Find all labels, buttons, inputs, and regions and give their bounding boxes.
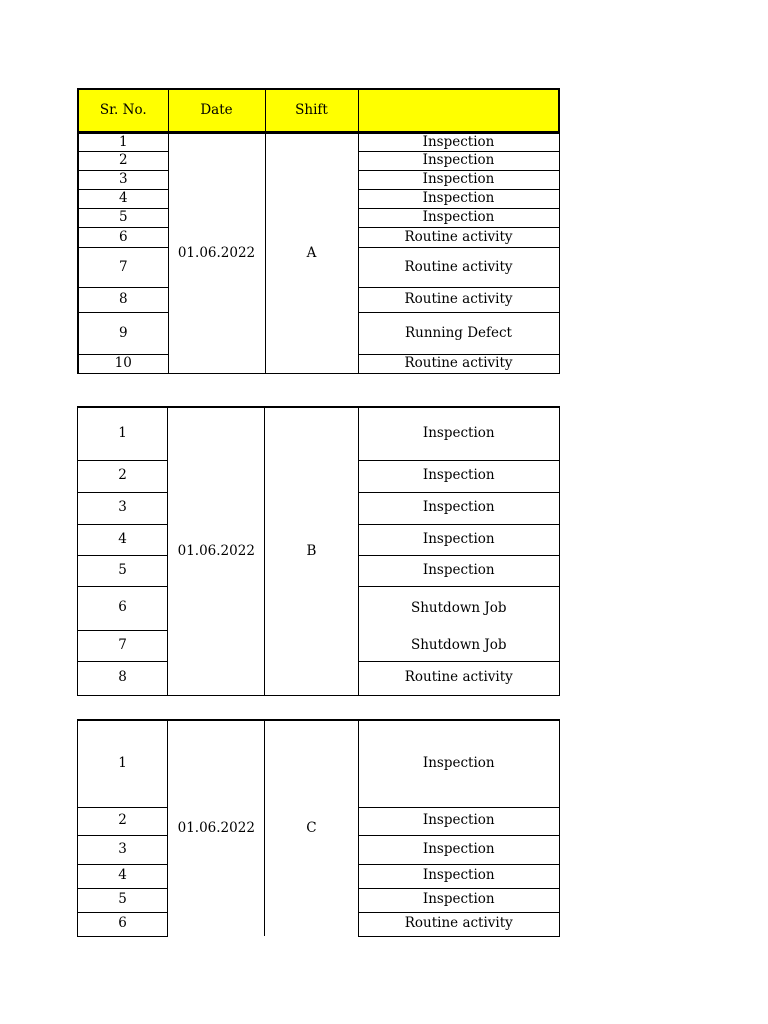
shift-c-table (77, 719, 560, 937)
shift-cell: B (265, 407, 358, 695)
sr-no-cell: 3 (78, 835, 168, 864)
shift-a-table-block (77, 88, 560, 374)
sr-no-cell: 5 (78, 555, 168, 586)
activity-cell: Routine activity (358, 912, 559, 936)
sr-no-cell: 2 (78, 152, 168, 171)
sr-no-cell: 3 (78, 171, 168, 190)
activity-cell: Inspection (358, 720, 559, 807)
sr-no-cell: 4 (78, 190, 168, 209)
activity-cell: Inspection (358, 133, 559, 152)
sr-no-cell: 5 (78, 209, 168, 228)
activity-cell: Shutdown Job (358, 630, 559, 661)
sr-no-cell: 2 (78, 460, 168, 492)
sr-no-cell: 1 (78, 407, 168, 460)
sr-no-cell: 5 (78, 888, 168, 912)
sr-no-cell: 9 (78, 313, 168, 355)
date-cell: 01.06.2022 (168, 133, 265, 374)
sr-no-cell: 8 (78, 288, 168, 313)
shift-c-table-block (77, 719, 560, 937)
header-row (78, 89, 559, 133)
date-cell: 01.06.2022 (168, 407, 265, 695)
table-row (78, 720, 560, 807)
sr-no-cell: 1 (78, 720, 168, 807)
header-shift: Shift (265, 89, 358, 133)
activity-cell: Inspection (358, 555, 559, 586)
activity-cell: Routine activity (358, 355, 559, 374)
activity-cell: Inspection (358, 864, 559, 888)
activity-cell: Inspection (358, 460, 559, 492)
activity-cell: Inspection (358, 888, 559, 912)
activity-cell: Inspection (358, 209, 559, 228)
shift-b-table-block (77, 406, 560, 696)
header-sr-no: Sr. No. (78, 89, 168, 133)
activity-cell: Routine activity (358, 228, 559, 248)
sr-no-cell: 3 (78, 492, 168, 524)
date-cell: 01.06.2022 (168, 720, 265, 936)
sr-no-cell: 4 (78, 864, 168, 888)
sr-no-cell: 6 (78, 228, 168, 248)
sr-no-cell: 10 (78, 355, 168, 374)
table-row (78, 133, 559, 152)
shift-a-table (77, 88, 560, 374)
sr-no-cell: 2 (78, 807, 168, 835)
shift-cell: C (265, 720, 358, 936)
sr-no-cell: 8 (78, 661, 168, 695)
sr-no-cell: 7 (78, 248, 168, 288)
sr-no-cell: 6 (78, 912, 168, 936)
activity-cell: Inspection (358, 152, 559, 171)
sr-no-cell: 4 (78, 524, 168, 555)
table-row (78, 407, 560, 460)
header-date: Date (168, 89, 265, 133)
activity-cell: Inspection (358, 492, 559, 524)
shift-b-table (77, 406, 560, 696)
sr-no-cell: 6 (78, 586, 168, 630)
header-activity (358, 89, 559, 133)
activity-cell: Routine activity (358, 248, 559, 288)
activity-cell: Inspection (358, 171, 559, 190)
shift-cell: A (265, 133, 358, 374)
activity-cell: Routine activity (358, 661, 559, 695)
activity-cell: Running Defect (358, 313, 559, 355)
activity-cell: Inspection (358, 407, 559, 460)
sr-no-cell: 7 (78, 630, 168, 661)
activity-cell: Inspection (358, 807, 559, 835)
sr-no-cell: 1 (78, 133, 168, 152)
activity-cell: Routine activity (358, 288, 559, 313)
activity-cell: Shutdown Job (358, 586, 559, 630)
activity-cell: Inspection (358, 835, 559, 864)
activity-cell: Inspection (358, 524, 559, 555)
activity-cell: Inspection (358, 190, 559, 209)
